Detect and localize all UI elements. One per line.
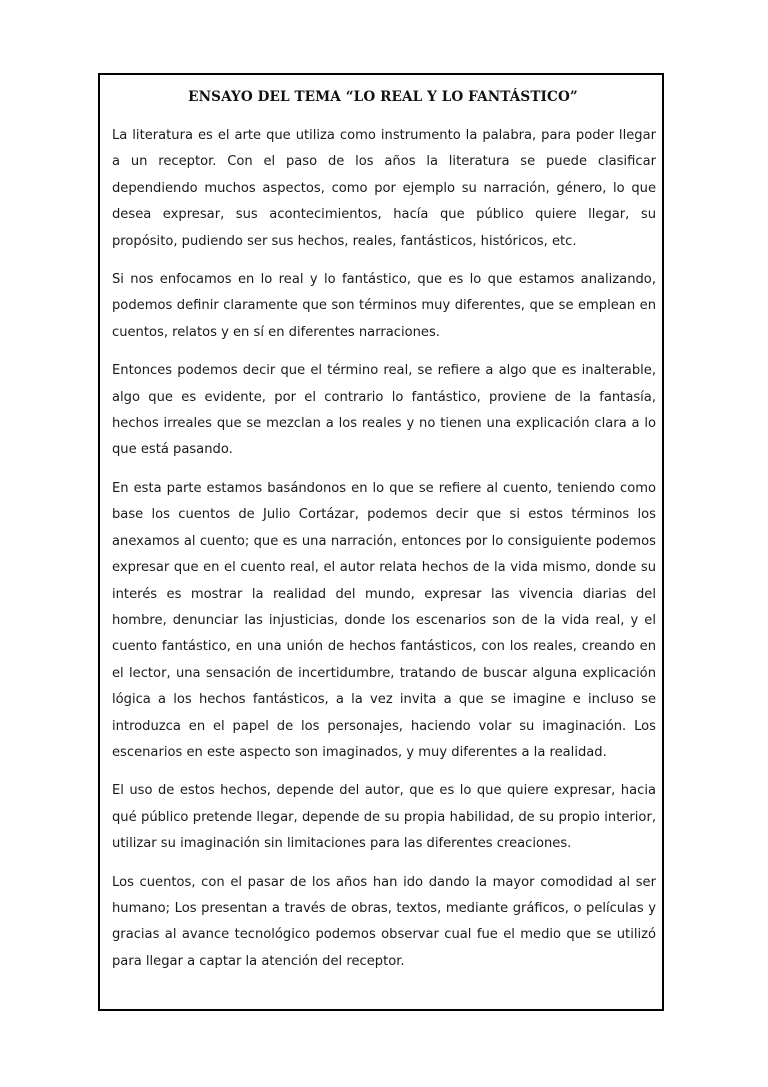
paragraph-6: Los cuentos, con el pasar de los años han ido dando la mayor comodidad al ser humano; Los presentan a través de obras, textos, mediante gráficos, o películas y gracias al avance tecnológico podemos observar cual fue el medio que se utilizó para llegar a captar la atención del receptor. [112, 874, 656, 969]
paragraph-4: En esta parte estamos basándonos en lo que se refiere al cuento, teniendo como base los cuentos de Julio Cortázar, podemos decir que si estos términos los anexamos al cuento; que es una narración, entonces por lo consiguiente podemos expresar que en el cuento real, el autor relata hechos de la vida mismo, donde su interés es mostrar la realidad del mundo, expresar las vivencia diarias del hombre, denunciar las injusticias, donde los escenarios son de la vida real, y el cuento fantástico, en una unión de hechos fantásticos, con los reales, creando en el lector, una sensación de incertidumbre, tratando de buscar alguna explicación lógica a los hechos fantásticos, a la vez invita a que se imagine e incluso se introduzca en el papel de los personajes, haciendo volar su imaginación. Los escenarios en este aspecto son imaginados, y muy diferentes a la realidad. [112, 480, 656, 760]
paragraph-2: Si nos enfocamos en lo real y lo fantástico, que es lo que estamos analizando, podemos definir claramente que son términos muy diferentes, que se emplean en cuentos, relatos y en sí en diferentes narraciones. [112, 272, 656, 340]
essay-body [112, 123, 656, 987]
document-page [98, 73, 664, 1011]
paragraph-1: La literatura es el arte que utiliza como instrumento la palabra, para poder llegar a un receptor. Con el paso de los años la literatura se puede clasificar dependiendo muchos aspectos, como por ejemplo su narración, género, lo que desea expresar, sus acontecimientos, hacía que público quiere llegar, su propósito, pudiendo ser sus hechos, reales, fantásticos, históricos, etc. [112, 128, 656, 249]
essay-title: ENSAYO DEL TEMA “LO REAL Y LO FANTÁSTICO” [188, 89, 578, 105]
paragraph-5: El uso de estos hechos, depende del autor, que es lo que quiere expresar, hacia qué público pretende llegar, depende de su propia habilidad, de su propio interior, utilizar su imaginación sin limitaciones para las diferentes creaciones. [112, 783, 656, 852]
paragraph-3: Entonces podemos decir que el término real, se refiere a algo que es inalterable, algo que es evidente, por el contrario lo fantástico, proviene de la fantasía, hechos irreales que se mezclan a los reales y no tienen una explicación clara a lo que está pasando. [112, 363, 656, 458]
